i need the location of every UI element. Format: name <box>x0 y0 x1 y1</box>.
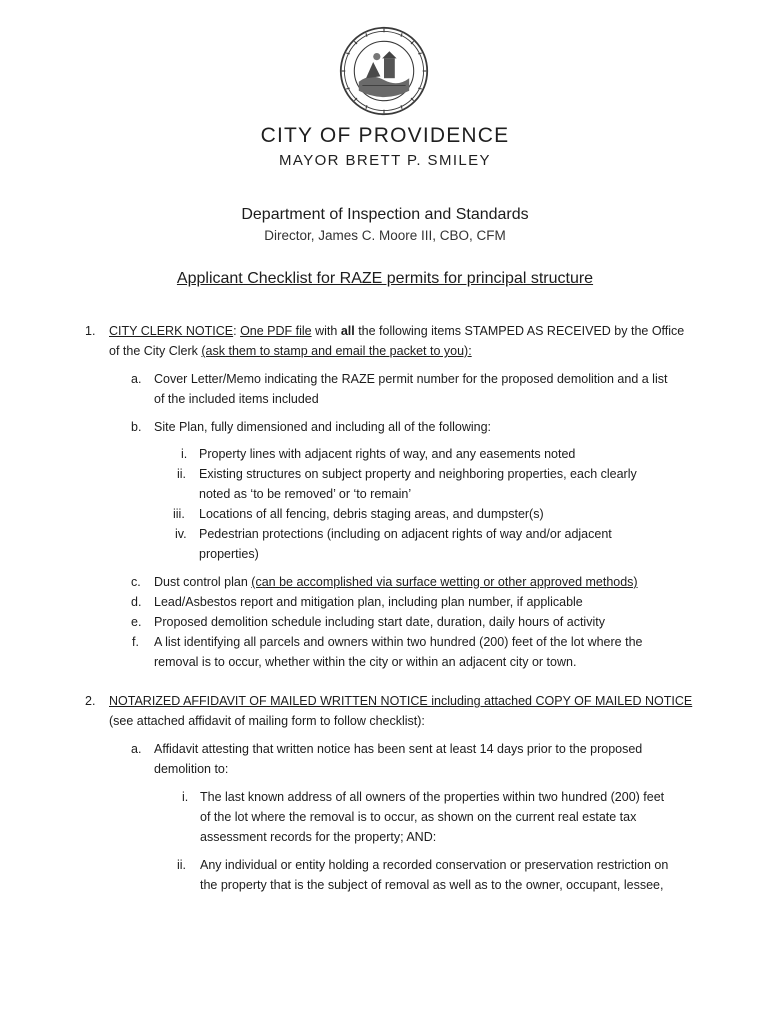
item-2-number: 2. <box>85 694 96 708</box>
page-title: Applicant Checklist for RAZE permits for principal structure <box>176 270 594 287</box>
item-1b-i: Property lines with adjacent rights of way, and any easements noted <box>199 447 576 461</box>
item-2a-ii-line-1: Any individual or entity holding a recorded conservation or preservation restriction on <box>200 858 669 872</box>
item-1b-line-1: Site Plan, fully dimensioned and including all of the following: <box>154 420 492 434</box>
item-1-line-1: CITY CLERK NOTICE: One PDF file with all the following items STAMPED AS RECEIVED by the Office <box>109 324 685 338</box>
item-1b-ii-line-2: noted as ‘to be removed’ or ‘to remain’ <box>199 487 412 501</box>
item-1a-line-1: Cover Letter/Memo indicating the RAZE permit number for the proposed demolition and a list <box>154 372 668 386</box>
department-name: Department of Inspection and Standards <box>241 206 529 223</box>
item-1b-ii-line-1: Existing structures on subject property and neighboring properties, each clearly <box>199 467 637 481</box>
item-1c-text: Dust control plan (can be accomplished via surface wetting or other approved methods) <box>154 575 638 589</box>
item-1f-marker: f. <box>132 635 139 649</box>
item-2a-i-line-2: of the lot where the removal is to occur, as shown on the current real estate tax <box>200 810 637 824</box>
item-1a-line-2: of the included items included <box>154 392 319 406</box>
item-1b-iii-marker: iii. <box>173 507 185 521</box>
item-2a-marker: a. <box>131 742 142 756</box>
item-2-heading: NOTARIZED AFFIDAVIT OF MAILED WRITTEN NOTICE including attached COPY OF MAILED NOTICE <box>109 694 693 708</box>
item-2a-ii-line-2: the property that is the subject of removal as well as to the owner, occupant, lessee, <box>200 878 664 892</box>
item-2a-line-2: demolition to: <box>154 762 229 776</box>
item-1d-text: Lead/Asbestos report and mitigation plan, including plan number, if applicable <box>154 595 583 609</box>
item-1-heading: CITY CLERK NOTICE <box>109 324 234 338</box>
item-1b-i-marker: i. <box>181 447 188 461</box>
city-name: CITY OF PROVIDENCE <box>260 124 510 147</box>
item-1c-marker: c. <box>131 575 141 589</box>
item-1b-iii: Locations of all fencing, debris staging areas, and dumpster(s) <box>199 507 544 521</box>
item-1-line-2: of the City Clerk (ask them to stamp and email the packet to you): <box>109 344 472 358</box>
item-1-pdf-note: One PDF file <box>240 324 312 338</box>
item-1a-marker: a. <box>131 372 142 386</box>
item-1b-ii-marker: ii. <box>177 467 187 481</box>
item-1e-text: Proposed demolition schedule including start date, duration, daily hours of activity <box>154 615 605 629</box>
director-line: Director, James C. Moore III, CBO, CFM <box>264 228 506 243</box>
item-2a-i-line-3: assessment records for the property; AND: <box>200 830 437 844</box>
item-1b-iv-marker: iv. <box>175 527 187 541</box>
item-1f-line-2: removal is to occur, whether within the city or within an adjacent city or town. <box>154 655 577 669</box>
item-1f-line-1: A list identifying all parcels and owners within two hundred (200) feet of the lot where the <box>154 635 643 649</box>
item-1b-marker: b. <box>131 420 142 434</box>
item-1b-iv-line-2: properties) <box>199 547 259 561</box>
item-1b-iv-line-1: Pedestrian protections (including on adjacent rights of way and/or adjacent <box>199 527 612 541</box>
mayor-name: MAYOR BRETT P. SMILEY <box>279 152 491 169</box>
item-2a-i-line-1: The last known address of all owners of the properties within two hundred (200) feet <box>200 790 665 804</box>
item-1-number: 1. <box>85 324 96 338</box>
item-2a-line-1: Affidavit attesting that written notice has been sent at least 14 days prior to the proposed <box>154 742 643 756</box>
item-2a-ii-marker: ii. <box>177 858 187 872</box>
item-2a-i-marker: i. <box>182 790 189 804</box>
item-1e-marker: e. <box>131 615 142 629</box>
item-2-line-2: (see attached affidavit of mailing form to follow checklist): <box>109 714 425 728</box>
item-1d-marker: d. <box>131 595 142 609</box>
city-seal-icon <box>339 26 429 116</box>
